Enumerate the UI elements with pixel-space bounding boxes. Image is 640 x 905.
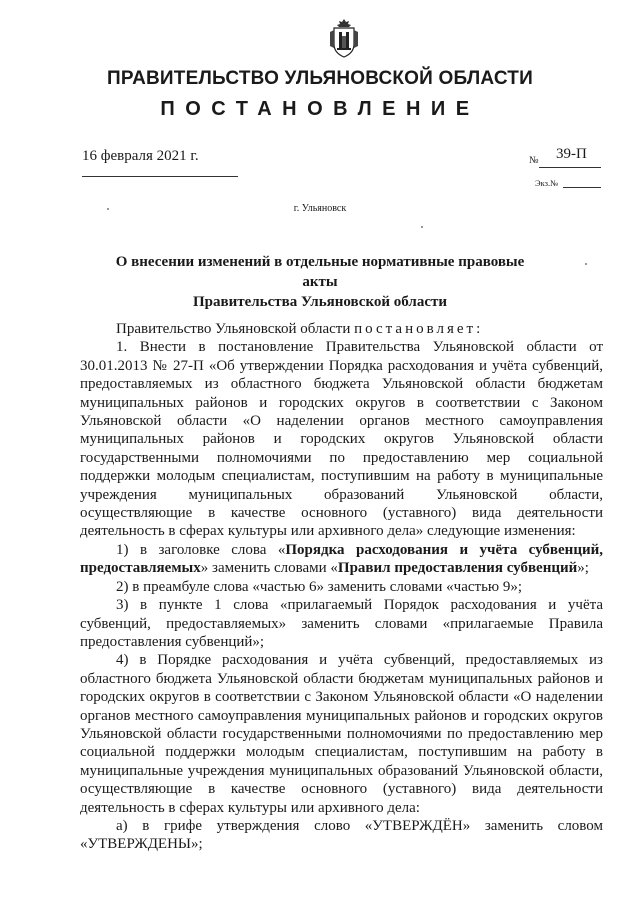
body-paragraph-4: 3) в пункте 1 слова «прилагаемый Порядок расходования и учёта субвенций, предоставляемых» заменить словами «прилагаемые Правила предоставления субвенций»; [80, 597, 603, 650]
body-paragraph-2 [80, 541, 603, 578]
date-underline [82, 176, 238, 177]
p2-text-a: 1) в заголовке слова « [116, 541, 286, 558]
city-name: г. Ульяновск [293, 203, 347, 214]
copy-number-label: Экз.№ [535, 178, 559, 188]
title-line-1: О внесении изменений в отдельные нормативные правовые акты [115, 254, 525, 290]
body-paragraph-intro [80, 320, 603, 338]
scan-speck [585, 263, 587, 265]
number-underline [539, 167, 601, 168]
copy-number-underline [563, 187, 601, 188]
document-number: 39-П [556, 146, 587, 162]
document-type: ПОСТАНОВЛЕНИЕ [160, 98, 480, 120]
scan-speck [107, 208, 109, 210]
body-paragraph-3: 2) в преамбуле слова «частью 6» заменить словами «частью 9»; [116, 578, 523, 595]
p2-bold-new: Правил предоставления субвенций [337, 560, 578, 577]
p2-text-c: » заменить словами « [200, 560, 338, 577]
intro-decree-word: постановляет: [354, 321, 484, 337]
title-line-2: Правительства Ульяновской области [192, 294, 448, 310]
scan-speck [421, 226, 423, 228]
number-sign: № [529, 155, 539, 166]
p2-bold-old: Порядка расходования и учёта субвенций, предоставляемых [80, 541, 603, 577]
coat-of-arms-emblem [329, 18, 359, 58]
government-name: ПРАВИТЕЛЬСТВО УЛЬЯНОВСКОЙ ОБЛАСТИ [107, 68, 533, 89]
body-paragraph-1: 1. Внести в постановление Правительства Ульяновской области от 30.01.2013 № 27-П «Об утверждении Порядка расходования и учёта субвенций, предоставляемых из областного бюджета Ульяновской области бюджетам муниципальных районов и городских округов в соответствии с Законом Ульяновской области «О наделении органов местного самоуправления муниципальных районов и городских округов Ульяновской области государственными полномочиями по предоставлению мер социальной поддержки молодым специалистам, поступившим на работу в муниципальные учреждения муниципальных образований Ульяновской области, осуществляющие в качестве основного (уставного) вида деятельности деятельность в сферах культуры или архивного дела» следующие изменения: [80, 339, 603, 540]
intro-text: Правительство Ульяновской области [116, 321, 355, 337]
body-paragraph-6: а) в грифе утверждения слово «УТВЕРЖДЁН» заменить словом «УТВЕРЖДЕНЫ»; [80, 817, 603, 853]
body-paragraph-5: 4) в Порядке расходования и учёта субвенций, предоставляемых из областного бюджета Ульяновской области бюджетам муниципальных районов и городских округов в соответствии с Законом Ульяновской области «О наделении органов местного самоуправления муниципальных районов и городских округов Ульяновской области государственными полномочиями по предоставлению мер социальной поддержки молодым специалистам, поступившим на работу в муниципальные учреждения муниципальных образований Ульяновской области, осуществляющие в качестве основного (уставного) вида деятельности деятельность в сферах культуры или архивного дела: [80, 652, 603, 816]
document-date: 16 февраля 2021 г. [82, 148, 199, 164]
p2-text-e: »; [577, 560, 589, 577]
document-title [110, 252, 530, 312]
document-body [80, 320, 603, 854]
